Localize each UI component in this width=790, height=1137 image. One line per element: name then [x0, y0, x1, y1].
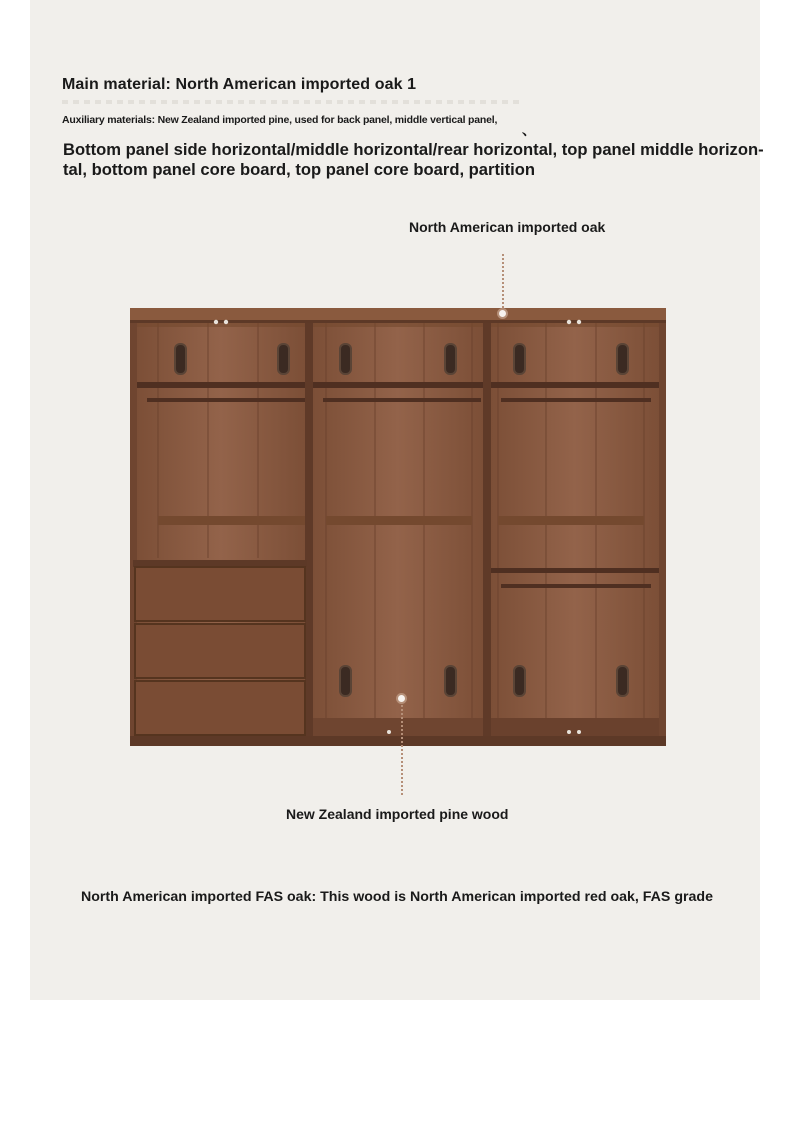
- auxiliary-parts-text: Bottom panel side horizontal/middle horizontal/rear horizontal, top panel middle horizon-tal, bottom panel core board, top panel core board, partition: [63, 140, 764, 179]
- oak-callout-label: North American imported oak: [409, 219, 606, 235]
- pine-callout-label: New Zealand imported pine wood: [286, 806, 509, 822]
- auxiliary-material-text: Auxiliary materials: New Zealand imported pine, used for back panel, middle vertical panel,: [62, 114, 498, 126]
- fas-oak-note: North American imported FAS oak: This wood is North American imported red oak, FAS grade: [81, 889, 713, 905]
- faint-text-line: [62, 100, 522, 104]
- pine-leader-line: [401, 705, 403, 795]
- auxiliary-mark: 、: [522, 122, 536, 138]
- wardrobe-illustration: [130, 308, 666, 746]
- oak-leader-line: [502, 254, 504, 308]
- oak-marker-pin: [497, 308, 508, 319]
- pine-marker-pin: [396, 693, 407, 704]
- main-material-text: Main material: North American imported oak 1: [62, 76, 417, 93]
